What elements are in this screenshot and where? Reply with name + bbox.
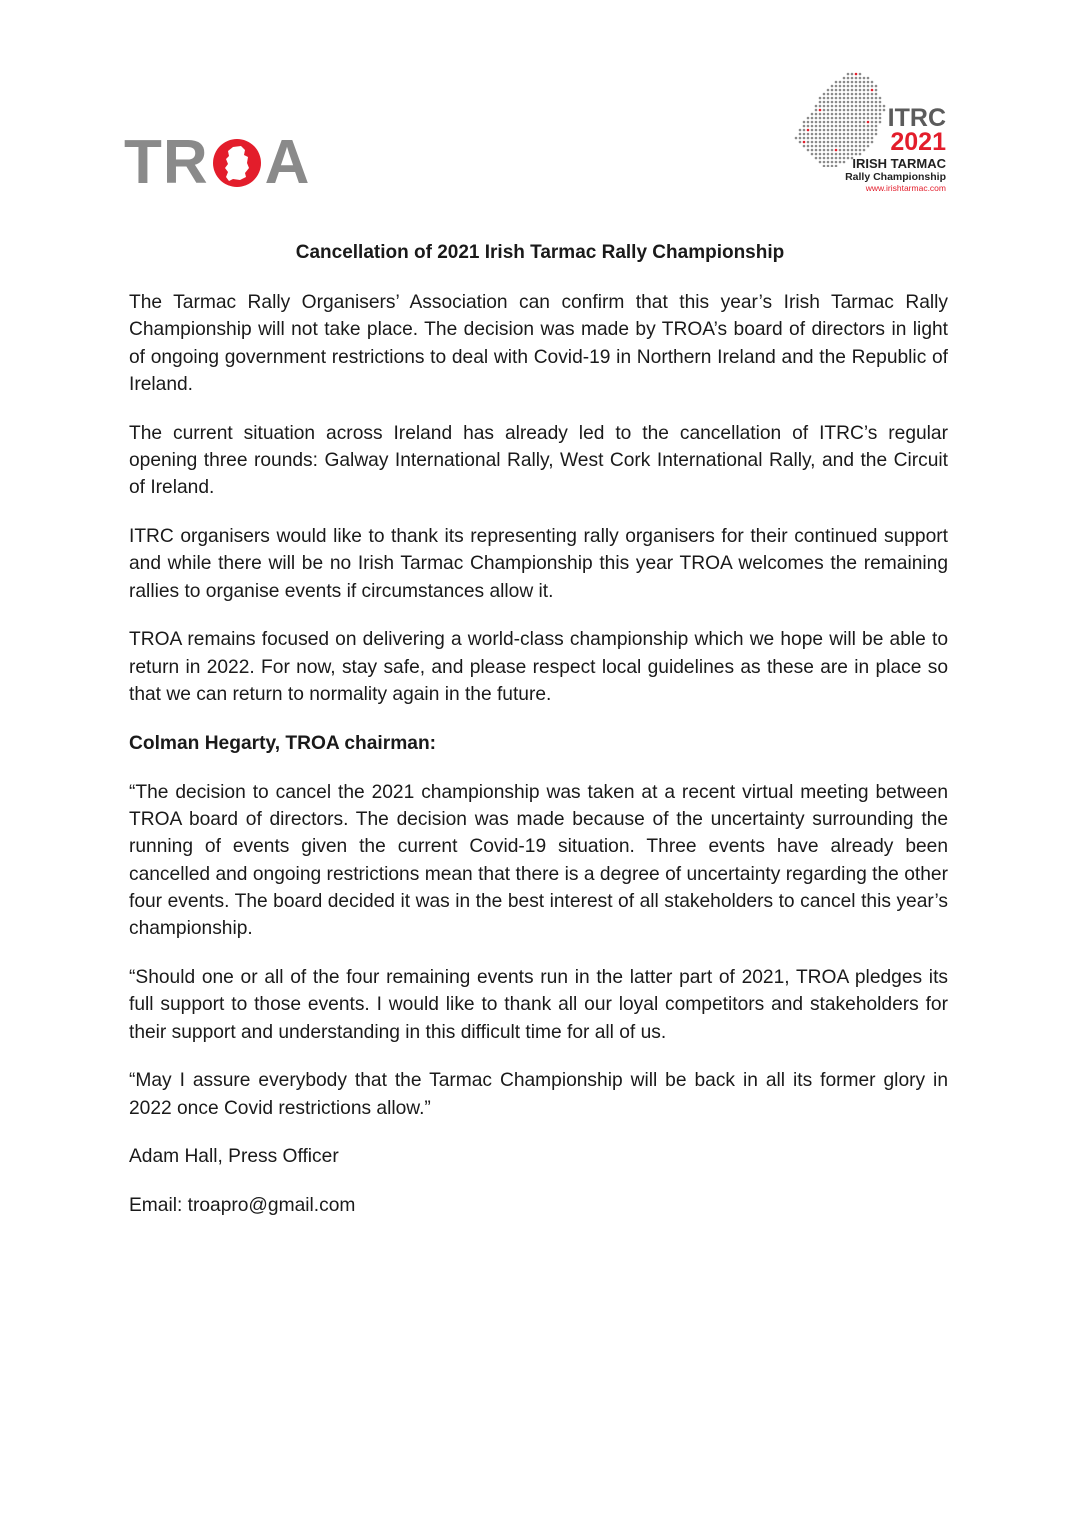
ireland-map-icon <box>211 137 263 189</box>
quote-paragraph-2: “Should one or all of the four remaining events run in the latter part of 2021, TROA pledges its full support to those events. I would like to thank all our loyal competitors and stakeholders for their support and understanding in this difficult time for all of us. <box>129 966 948 1043</box>
itrc-logo-website: www.irishtarmac.com <box>865 183 946 193</box>
troa-logo <box>124 128 311 197</box>
itrc-logo-subtitle2: Rally Championship <box>845 171 946 183</box>
chairman-heading: Colman Hegarty, TROA chairman: <box>129 732 437 754</box>
paragraph-focus: TROA remains focused on delivering a world-class championship which we hope will be able to return in 2022. For now, stay safe, and please respect local guidelines as these are in place so that we can return to normality again in the future. <box>129 629 948 706</box>
paragraph-thanks: ITRC organisers would like to thank its representing rally organisers for their continued support and while there will be no Irish Tarmac Championship this year TROA welcomes the remaining rallies to organise events if circumstances allow it. <box>129 526 948 602</box>
itrc-logo <box>792 72 952 197</box>
quote-paragraph-3: “May I assure everybody that the Tarmac Championship will be back in all its former glory in 2022 once Covid restrictions allow.” <box>129 1070 948 1119</box>
paragraph-intro: The Tarmac Rally Organisers’ Association can confirm that this year’s Irish Tarmac Rally Championship will not take place. The decision was made by TROA’s board of directors in light of ongoing government restrictions to deal with Covid-19 in Northern Ireland and the Republic of Ireland. <box>129 292 948 395</box>
document-body <box>129 289 948 1241</box>
troa-logo-letters-left: TR <box>124 128 209 197</box>
itrc-logo-subtitle: IRISH TARMAC <box>852 156 946 171</box>
press-officer-signature: Adam Hall, Press Officer <box>129 1146 339 1168</box>
itrc-logo-title: ITRC <box>887 104 946 132</box>
quote-paragraph-1: “The decision to cancel the 2021 championship was taken at a recent virtual meeting between TROA board of directors. The decision was made because of the uncertainty surrounding the running of events given the current Covid-19 situation. Three events have already been cancelled and ongoing restrictions mean that there is a degree of uncertainty regarding the other four events. The board decided it was in the best interest of all stakeholders to cancel this year’s championship. <box>129 781 948 940</box>
contact-email: Email: troapro@gmail.com <box>129 1195 356 1217</box>
troa-logo-wordmark <box>124 128 311 197</box>
troa-logo-letters-right: A <box>264 128 311 197</box>
document-title: Cancellation of 2021 Irish Tarmac Rally Championship <box>295 242 785 263</box>
paragraph-situation: The current situation across Ireland has already led to the cancellation of ITRC’s regular opening three rounds: Galway International Rally, West Cork International Rally, and the Circuit of Ireland. <box>129 422 948 499</box>
itrc-logo-year: 2021 <box>890 128 946 156</box>
